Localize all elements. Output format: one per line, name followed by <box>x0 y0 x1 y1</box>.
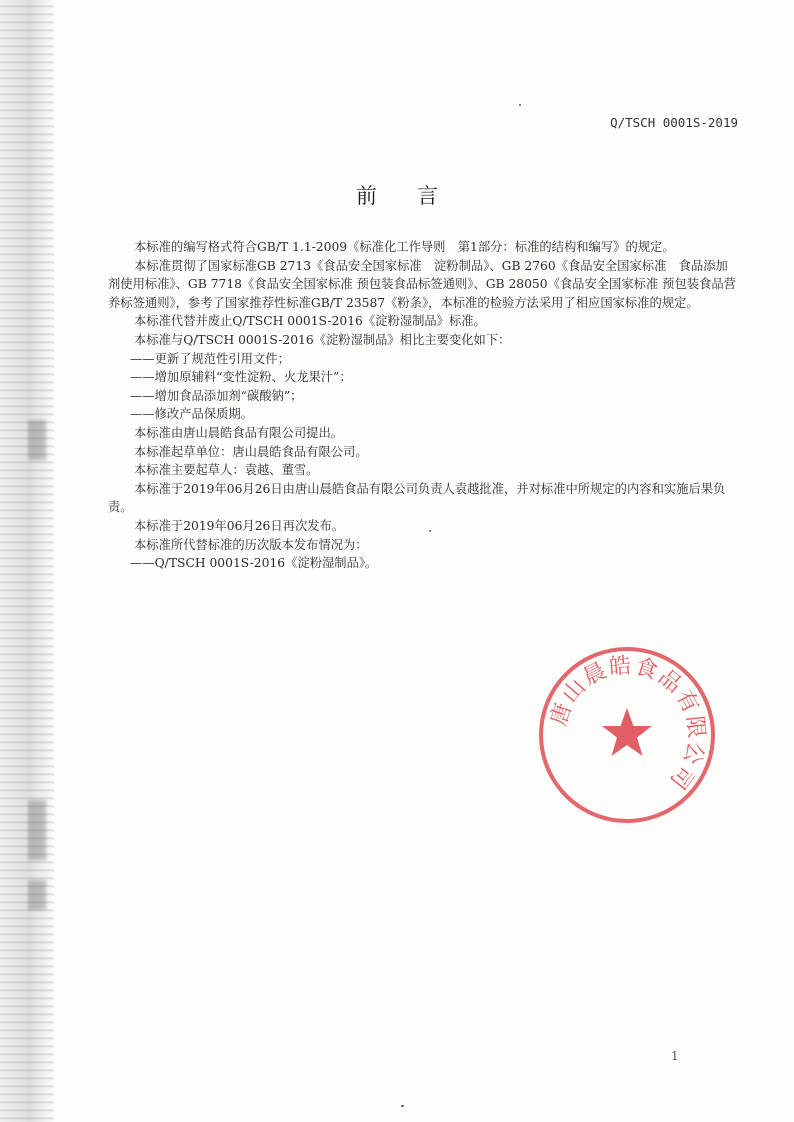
change-item: ——增加食品添加剂“碳酸钠”； <box>130 388 303 403</box>
paragraph-approval: 本标准于2019年06月26日由唐山晨皓食品有限公司负责人袁越批准，并对标准中所规定的内容和实施后果负责。 <box>108 481 726 515</box>
paragraph-history-intro: 本标准所代替标准的历次版本发布情况为： <box>134 537 368 552</box>
paragraph-release: 本标准于2019年06月26日再次发布。 <box>134 518 345 533</box>
paragraph-standards: 本标准贯彻了国家标准GB 2713《食品安全国家标准 淀粉制品》、GB 2760《食品安全国家标准 食品添加剂使用标准》、GB 7718《食品安全国家标准 预包装食品标签通则》、GB 28050《食品安全国家标准 预包装食品营养标签通则》，参考了国家推荐性标准GB/T 23587《粉条》，本标准的检验方法采用了相应国家标准的规定。 <box>108 258 736 310</box>
seal-star <box>602 708 652 756</box>
paragraph-proposer: 本标准由唐山晨皓食品有限公司提出。 <box>134 425 344 440</box>
page-number: 1 <box>671 1049 679 1063</box>
scan-edge-noise <box>0 0 54 1122</box>
paragraph-drafters: 本标准主要起草人：袁越、董雪。 <box>134 463 319 478</box>
scan-artifact <box>28 880 46 910</box>
seal-text-path: 唐山晨皓食品有限公司 <box>546 653 709 795</box>
scan-speck <box>519 104 521 106</box>
paragraph-format: 本标准的编写格式符合GB/T 1.1-2009《标准化工作导则 第1部分：标准的结构和编写》的规定。 <box>134 240 675 254</box>
scan-artifact <box>28 420 46 460</box>
paragraph-changes-intro: 本标准与Q/TSCH 0001S-2016《淀粉湿制品》相比主要变化如下： <box>134 332 511 347</box>
page-title: 前言 <box>356 184 478 208</box>
standard-code: Q/TSCH 0001S-2019 <box>610 115 738 130</box>
change-item: ——增加原辅料“变性淀粉、火龙果汁”； <box>130 370 352 385</box>
paragraph-replaces: 本标准代替并废止Q/TSCH 0001S-2016《淀粉湿制品》标准。 <box>134 314 486 329</box>
paragraph-drafting-unit: 本标准起草单位：唐山晨皓食品有限公司。 <box>134 444 368 459</box>
scan-speck <box>401 1105 404 1107</box>
change-item: ——更新了规范性引用文件； <box>130 351 290 366</box>
change-item: ——修改产品保质期。 <box>130 407 253 422</box>
history-item: ——Q/TSCH 0001S-2016《淀粉湿制品》。 <box>130 556 378 571</box>
scan-artifact <box>28 800 46 860</box>
company-seal-icon <box>534 642 720 828</box>
foreword-body <box>108 238 738 573</box>
